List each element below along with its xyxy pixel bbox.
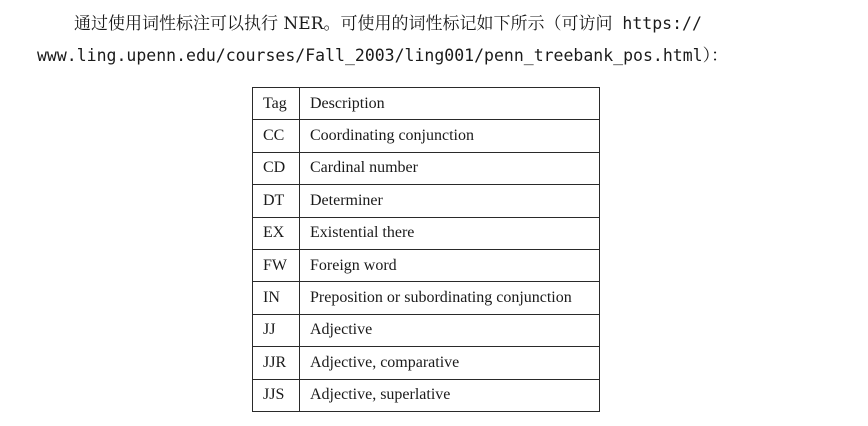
tag-cell: JJS	[253, 379, 300, 411]
description-cell: Coordinating conjunction	[300, 120, 600, 152]
tag-cell: CD	[253, 152, 300, 184]
description-cell: Adjective	[300, 314, 600, 346]
intro-paragraph	[37, 8, 837, 72]
intro-text: 通过使用词性标注可以执行 NER。可使用的词性标记如下所示（可访问	[74, 14, 613, 34]
header-tag: Tag	[253, 88, 300, 120]
table-row	[253, 185, 600, 217]
table-row	[253, 379, 600, 411]
description-cell: Determiner	[300, 185, 600, 217]
url-link[interactable]: www.ling.upenn.edu/courses/Fall_2003/ling001/penn_treebank_pos.html	[37, 46, 703, 65]
table-row	[253, 120, 600, 152]
url-start: https://	[612, 14, 702, 33]
table-row	[253, 314, 600, 346]
description-cell: Cardinal number	[300, 152, 600, 184]
description-cell: Existential there	[300, 217, 600, 249]
table-row	[253, 347, 600, 379]
tag-cell: DT	[253, 185, 300, 217]
table-row	[253, 217, 600, 249]
description-cell: Adjective, superlative	[300, 379, 600, 411]
tag-cell: JJR	[253, 347, 300, 379]
description-cell: Foreign word	[300, 249, 600, 281]
table-row	[253, 282, 600, 314]
table-row	[253, 249, 600, 281]
table-header-row	[253, 88, 600, 120]
description-cell: Adjective, comparative	[300, 347, 600, 379]
pos-tag-table	[252, 87, 600, 412]
tag-cell: EX	[253, 217, 300, 249]
tag-cell: CC	[253, 120, 300, 152]
intro-text-end: ）：	[702, 46, 729, 66]
header-description: Description	[300, 88, 600, 120]
tag-cell: JJ	[253, 314, 300, 346]
tag-cell: IN	[253, 282, 300, 314]
tag-cell: FW	[253, 249, 300, 281]
description-cell: Preposition or subordinating conjunction	[300, 282, 600, 314]
table-row	[253, 152, 600, 184]
